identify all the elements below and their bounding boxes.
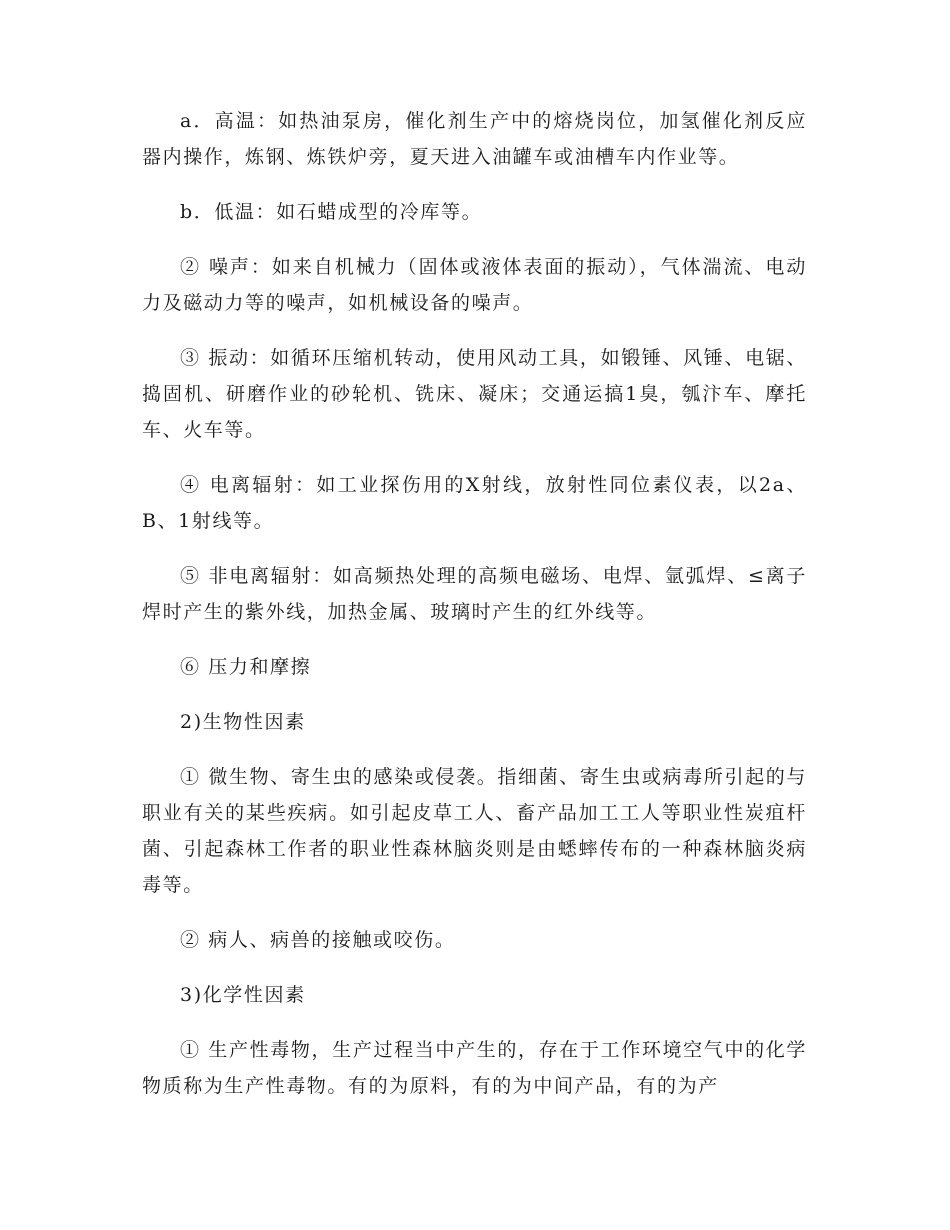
paragraph-pressure-friction: ⑥ 压力和摩擦 bbox=[180, 656, 312, 678]
paragraph-ionizing-radiation: ④ 电离辐射：如工业探伤用的X射线，放射性同位素仪表，以2a、B、1射线等。 bbox=[142, 474, 807, 532]
paragraph-vibration: ③ 振动：如循环压缩机转动，使用风动工具，如锻锤、风锤、电锯、捣固机、研磨作业的砂轮机、铣床、凝床；交通运搞1臭，瓠汴车、摩托车、火车等。 bbox=[142, 347, 807, 441]
heading-biological-factors: 2)生物性因素 bbox=[180, 711, 306, 733]
paragraph-noise: ② 噪声：如来自机械力（固体或液体表面的振动），气体湍流、电动力及磁动力等的噪声，如机械设备的噪声。 bbox=[142, 256, 807, 314]
paragraph-patient-animal-contact: ② 病人、病兽的接触或咬伤。 bbox=[180, 929, 456, 951]
paragraph-high-temperature: a．高温：如热油泵房，催化剂生产中的熔烧岗位，加氢催化剂反应器内操作，炼钢、炼铁炉旁，夏天进入油罐车或油槽车内作业等。 bbox=[142, 110, 807, 168]
paragraph-low-temperature: b．低温：如石蜡成型的冷库等。 bbox=[180, 201, 483, 223]
paragraph-microorganisms: ① 微生物、寄生虫的感染或侵袭。指细菌、寄生虫或病毒所引起的与职业有关的某些疾病。如引起皮草工人、畜产品加工工人等职业性炭疽杆菌、引起森林工作者的职业性森林脑炎则是由蟋蟀传布的一种森林脑炎病毒等。 bbox=[142, 766, 807, 896]
document-page bbox=[142, 103, 807, 1123]
heading-chemical-factors: 3)化学性因素 bbox=[180, 984, 306, 1006]
paragraph-productive-toxicants: ① 生产性毒物，生产过程当中产生的，存在于工作环境空气中的化学物质称为生产性毒物。有的为原料，有的为中间产品，有的为产 bbox=[142, 1039, 807, 1097]
paragraph-non-ionizing-radiation: ⑤ 非电离辐射：如高频热处理的高频电磁场、电焊、氩弧焊、≤离子焊时产生的紫外线，加热金属、玻璃时产生的红外线等。 bbox=[142, 565, 807, 623]
